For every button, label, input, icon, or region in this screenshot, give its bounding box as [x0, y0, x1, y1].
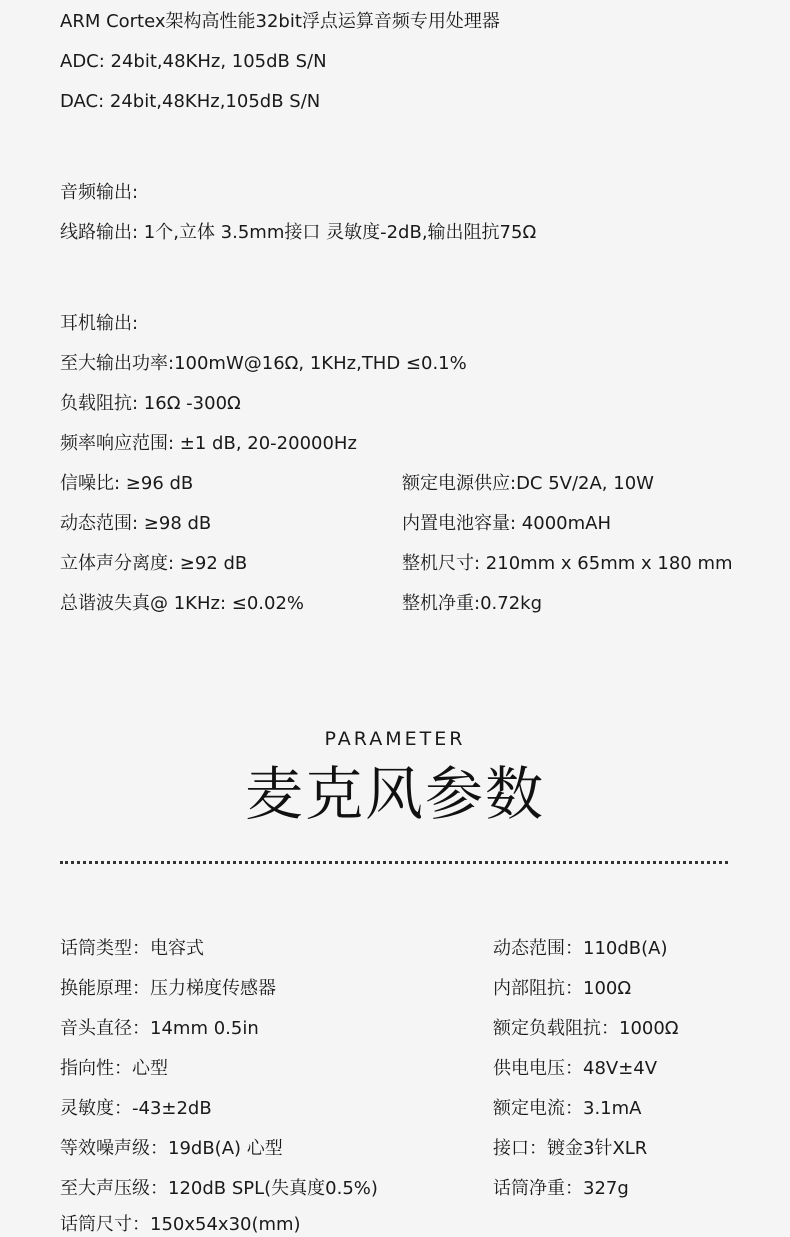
- power-supply-text: 额定电源供应:DC 5V/2A, 10W: [402, 473, 654, 494]
- max-output-power-text: 至大输出功率:100mW@16Ω, 1KHz,THD ≤0.1%: [60, 353, 467, 374]
- mic-connector-text: 接口：镀金3针XLR: [493, 1138, 648, 1159]
- mic-max-spl-text: 至大声压级：120dB SPL(失真度0.5%): [60, 1178, 378, 1199]
- section-label: PARAMETER: [324, 728, 466, 750]
- mic-dynamic-range-text: 动态范围：110dB(A): [493, 938, 668, 959]
- snr-text: 信噪比: ≥96 dB: [60, 473, 194, 494]
- mic-supply-voltage-text: 供电电压：48V±4V: [493, 1058, 658, 1079]
- mic-type-text: 话筒类型：电容式: [60, 938, 204, 959]
- thd-text: 总谐波失真@ 1KHz: ≤0.02%: [60, 593, 305, 614]
- frequency-response-text: 频率响应范围: ±1 dB, 20-20000Hz: [60, 433, 357, 454]
- dynamic-range-text: 动态范围: ≥98 dB: [60, 513, 212, 534]
- mic-transducer-text: 换能原理：压力梯度传感器: [60, 978, 276, 999]
- load-impedance-text: 负载阻抗: 16Ω -300Ω: [60, 393, 241, 414]
- mic-current-text: 额定电流：3.1mA: [493, 1098, 642, 1119]
- device-weight-text: 整机净重:0.72kg: [402, 593, 542, 614]
- mic-weight-text: 话筒净重：327g: [493, 1178, 629, 1199]
- mic-capsule-diameter-text: 音头直径：14mm 0.5in: [60, 1018, 259, 1039]
- mic-polar-pattern-text: 指向性：心型: [60, 1058, 168, 1079]
- mic-load-impedance-text: 额定负载阻抗：1000Ω: [493, 1018, 679, 1039]
- mic-noise-level-text: 等效噪声级：19dB(A) 心型: [60, 1138, 283, 1159]
- device-dimensions-text: 整机尺寸: 210mm x 65mm x 180 mm: [402, 553, 733, 574]
- mic-sensitivity-text: 灵敏度：-43±2dB: [60, 1098, 212, 1119]
- mic-size-text: 话筒尺寸：150x54x30(mm): [60, 1214, 301, 1235]
- processor-dac-text: DAC: 24bit,48KHz,105dB S/N: [60, 91, 321, 112]
- line-output-text: 线路输出: 1个,立体 3.5mm接口 灵敏度-2dB,输出阻抗75Ω: [60, 222, 537, 243]
- stereo-separation-text: 立体声分离度: ≥92 dB: [60, 553, 248, 574]
- audio-output-heading: 音频输出:: [60, 182, 139, 203]
- battery-capacity-text: 内置电池容量: 4000mAH: [402, 513, 611, 534]
- processor-cpu-text: ARM Cortex架构高性能32bit浮点运算音频专用处理器: [60, 11, 500, 32]
- processor-adc-text: ADC: 24bit,48KHz, 105dB S/N: [60, 51, 327, 72]
- mic-impedance-text: 内部阻抗：100Ω: [493, 978, 632, 999]
- section-title: 麦克风参数: [244, 760, 545, 828]
- headphone-output-heading: 耳机输出:: [60, 313, 139, 334]
- dotted-divider: [60, 861, 728, 864]
